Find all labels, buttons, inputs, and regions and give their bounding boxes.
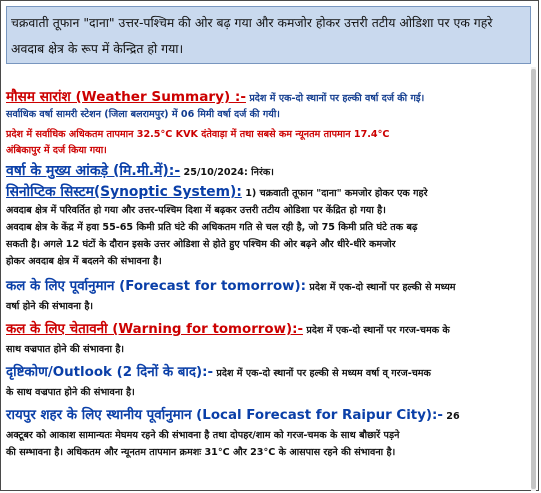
- warning-text-1: प्रदेश में एक-दो स्थानों पर गरज-चमक के: [303, 325, 450, 336]
- raipur-heading: रायपुर शहर के लिए स्थानीय पूर्वानुमान (Local Forecast for Raipur City):-: [6, 408, 443, 423]
- temperature-line-1: प्रदेश में सर्वाधिक अधिकतम तापमान 32.5°C KVK दंतेवाड़ा में तथा सबसे कम न्यूनतम तापमान 17.4°C: [6, 129, 390, 140]
- cyclone-notice-box: [6, 6, 531, 64]
- synoptic-text-4: होकर अवदाब क्षेत्र में बदलने की संभावना है।: [6, 256, 162, 267]
- warning-heading: कल के लिए चेतावनी (Warning for tomorrow):-: [6, 322, 304, 337]
- synoptic-heading: सिनोप्टिक सिस्टम(Synoptic System):: [6, 184, 242, 200]
- outlook-heading: दृष्टिकोण/Outlook (2 दिनों के बाद):-: [6, 365, 214, 380]
- temperature-line-2: अंबिकापुर में दर्ज किया गया।: [6, 145, 107, 156]
- weather-summary-text-1: प्रदेश में एक-दो स्थानों पर हल्की वर्षा दर्ज की गई।: [245, 93, 425, 104]
- notice-line-1: चक्रवाती तूफान "दाना" उत्तर-पश्चिम की ओर बढ़ गया और कमजोर होकर उत्तरी तटीय ओडिशा पर एक गहरे: [11, 15, 493, 30]
- raipur-text-2: अक्टूबर को आकाश सामान्यतः मेघमय रहने की संभावना है तथा दोपहर/शाम को गरज-चमक के साथ बौछारें पड़ने: [6, 430, 400, 441]
- forecast-line-1: [6, 274, 526, 298]
- synoptic-line-1: [6, 181, 526, 202]
- raipur-line-1: [6, 403, 526, 427]
- rainfall-value: 25/10/2024: निरंक।: [180, 167, 274, 178]
- forecast-heading: कल के लिए पूर्वानुमान (Forecast for tomorrow):: [6, 279, 307, 294]
- notice-line-2: अवदाब क्षेत्र के रूप में केन्द्रित हो गया।: [11, 41, 184, 56]
- outlook-line-1: [6, 360, 526, 384]
- synoptic-text-2: अवदाब क्षेत्र के केंद्र में हवा 55-65 किमी प्रति घंटे की अधिकतम गति से चल रही है, जो 75 किमी प्रति घंटे तक बढ़: [6, 222, 418, 233]
- weather-summary-line: [6, 89, 526, 107]
- synoptic-text-0: 1) चक्रवाती तूफान "दाना" कमजोर होकर एक गहरे: [241, 188, 428, 199]
- outlook-text-1: प्रदेश में एक-दो स्थानों पर हल्की से मध्यम वर्षा व् गरज-चमक: [213, 368, 431, 379]
- vertical-scrollbar[interactable]: [531, 67, 536, 491]
- raipur-text-3: की सम्भावना है। अधिकतम और न्यूनतम तापमान क्रमशः 31°C और 23°C के आसपास रहने की संभावना है।: [6, 447, 396, 458]
- weather-summary-text-2: सर्वाधिक वर्षा सामरी स्टेशन (जिला बलरामपुर) में 06 मिमी वर्षा दर्ज की गयी।: [6, 109, 280, 120]
- bulletin-content: [6, 89, 526, 461]
- warning-line-1: [6, 317, 526, 341]
- synoptic-text-3: सकती है। अगले 12 घंटों के दौरान इसके उत्तर ओडिशा से होते हुए पश्चिम की ओर बढ़ने और धीरे-धीरे कमजोर: [6, 239, 396, 250]
- rainfall-heading: वर्षा के मुख्य आंकड़े (मि.मी.में):-: [6, 163, 181, 179]
- synoptic-text-1: अवदाब क्षेत्र में परिवर्तित हो गया और उत्तर-पश्चिम दिशा में बढ़कर उत्तरी तटीय ओडिशा पर केंद्रित हो गया है।: [6, 205, 386, 216]
- weather-summary-heading: मौसम सारांश (Weather Summary) :-: [6, 89, 246, 105]
- rainfall-line: [6, 160, 526, 181]
- forecast-text-2: वर्षा होने की संभावना है।: [6, 301, 94, 312]
- warning-text-2: साथ वज्रपात होने की संभावना है।: [6, 344, 125, 355]
- raipur-date: 26: [442, 411, 460, 422]
- outlook-text-2: के साथ वज्रपात होने की संभावना है।: [6, 387, 135, 398]
- scrollbar-thumb[interactable]: [531, 69, 536, 489]
- forecast-text-1: प्रदेश में एक-दो स्थानों पर हल्की से मध्यम: [306, 282, 456, 293]
